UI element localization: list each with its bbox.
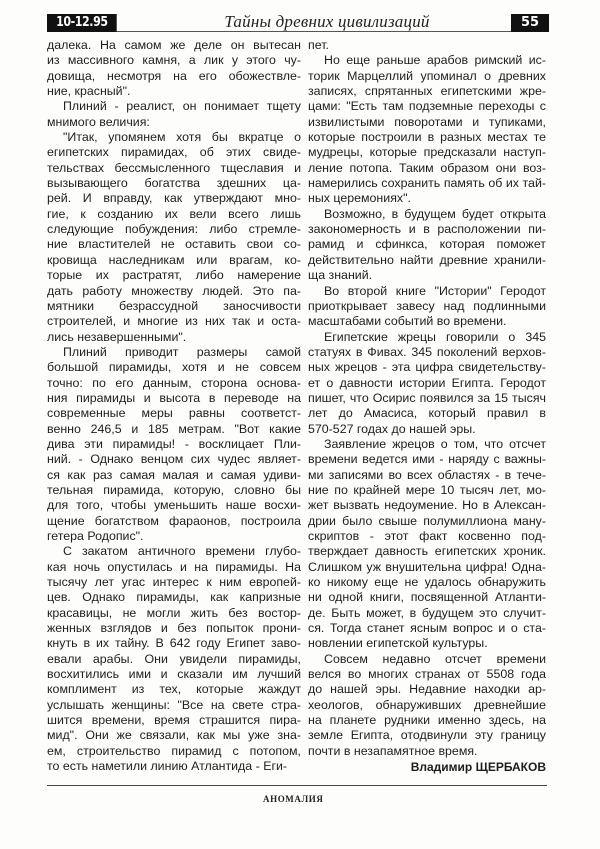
text-line: извилистыми поворотами и тупиками,: [308, 114, 546, 129]
text-line: мятники безрассудной заносчивости: [47, 298, 301, 313]
text-line: цами: "Есть там подземные переходы с: [308, 99, 546, 114]
text-line: ся как раз самая малая и самая удиви-: [47, 467, 301, 482]
text-line: ние властителей не оставить свои со-: [47, 237, 301, 252]
text-line: Плиний приводит размеры самой: [63, 344, 301, 359]
running-header: [47, 13, 549, 33]
text-line: тысячу лет угас интерес к ним европей-: [47, 575, 301, 590]
text-line: ние по крайней мере 10 тысяч лет, мо-: [308, 482, 546, 497]
paragraph: [47, 544, 301, 774]
text-line: мид". Они же связали, как мы уже зна-: [47, 728, 301, 743]
section-title: Тайны древних цивилизаций: [224, 12, 430, 31]
text-line: Слишком уж внушительна цифра! Одна-: [308, 559, 546, 574]
text-line: ние, красный".: [47, 84, 131, 99]
text-line: велся во многих странах от 5508 года: [308, 667, 546, 682]
text-line: восхитились ими и сказали им лучший: [47, 667, 301, 682]
text-line: дива эти пирамиды! - восклицает Пли-: [47, 436, 301, 451]
text-line: до нашей эры. Недавние находки ар-: [308, 682, 546, 697]
paragraph: [308, 284, 546, 330]
text-line: приоткрывает завесу над подлинными: [308, 298, 546, 313]
text-line: щение богатством фараонов, построила: [47, 513, 301, 528]
text-line: "Итак, упомянем хотя бы вкратце о: [63, 130, 301, 145]
text-line: далека. На самом же деле он вытесан: [47, 38, 301, 52]
text-line: действительно найти древние хранили-: [308, 252, 546, 267]
text-line: тельная пирамида, которую, словно бы: [47, 482, 301, 497]
text-line: ных жрецов - эта цифра свидетельству-: [308, 360, 546, 375]
text-line: венно 246,5 и 185 метрам. "Вот какие: [47, 421, 301, 436]
footer-rule: [47, 785, 547, 786]
text-line: для того, чтобы уменьшить наше восхи-: [47, 498, 301, 513]
paragraph: [308, 38, 546, 53]
text-line: ет о давности истории Египта. Геродот: [308, 375, 546, 390]
text-line: Заявление жрецов о том, что отсчет: [324, 436, 546, 451]
text-line: закономерность и в расположении пи-: [308, 222, 546, 237]
text-line: ем, строительство пирамид с потопом,: [47, 743, 301, 758]
text-line: намерились сохранить память об их тай-: [308, 176, 546, 191]
paragraph: [47, 99, 301, 130]
text-line: кая ночь опустилась и на пирамиды. На: [47, 559, 301, 574]
text-line: ни одной книги, посвященной Атланти-: [308, 590, 546, 605]
text-line: Но еще раньше арабов римский ис-: [324, 53, 546, 68]
text-line: кнуть в их тайну. В 642 году Египет заво-: [47, 636, 301, 651]
paragraph: [308, 330, 546, 437]
text-line: рамид и сфинкса, которая поможет: [308, 237, 546, 252]
text-line: дать работу множеству людей. Это па-: [47, 283, 301, 298]
text-line: хеологов, обнаруживших древнейшие: [308, 697, 546, 712]
page-number-badge: 55: [511, 14, 549, 32]
text-line: современные меры равны соответст-: [47, 406, 301, 421]
text-line: довища, несмотря на его обожествле-: [47, 68, 301, 83]
paragraph: [308, 652, 546, 759]
text-line: ных церемониях".: [308, 191, 411, 206]
text-line: лись незавершенными".: [47, 329, 187, 344]
paragraph: [47, 345, 301, 544]
text-line: услышать женщины: "Все на свете стра-: [47, 697, 301, 712]
text-line: Возможно, в будущем будет открыта: [324, 206, 546, 221]
text-line: точно: по его данным, сторона основа-: [47, 375, 301, 390]
text-line: С закатом античного времени глубо-: [63, 544, 301, 559]
text-line: ми записями во всех областях - в тече-: [308, 467, 546, 482]
article-column-right: [308, 38, 546, 776]
text-line: кровища наследникам или врагам, ко-: [47, 252, 301, 267]
text-line: пишет, что Осирис появился за 15 тысяч: [308, 390, 546, 405]
text-line: строителей, и многие из них так и оста-: [47, 314, 301, 329]
paragraph: [47, 130, 301, 345]
text-line: мнимого величия:: [47, 114, 150, 129]
text-line: новлении египетской культуры.: [308, 636, 488, 651]
text-line: гие, к созданию их вели всего лишь: [47, 206, 301, 221]
text-line: скриптов - этот факт косвенно под-: [308, 529, 546, 543]
author-byline: Владимир ЩЕРБАКОВ: [410, 760, 546, 775]
header-rule: [47, 31, 549, 32]
text-line: гетера Родопис".: [47, 529, 144, 543]
paragraph: [308, 437, 546, 652]
text-line: Совсем недавно отсчет времени: [324, 651, 546, 666]
text-line: египетских пирамидах, об этих свиде-: [47, 145, 301, 160]
text-line: земле Египта, отодвинули эту границу: [308, 728, 546, 743]
text-line: пет.: [308, 38, 329, 52]
text-line: ща знаний.: [308, 268, 373, 283]
text-line: красавицы, не могли жить без востор-: [47, 605, 301, 620]
text-line: комплимент из тех, которые жаждут: [47, 682, 301, 697]
text-line: масштабами событий во времени.: [308, 314, 507, 329]
text-line: жет вызвать недоумение. Но в Алексан-: [308, 498, 546, 513]
text-line: тельствах бессмысленного тщеславия и: [47, 160, 301, 175]
text-line: Во второй книге "Истории" Геродот: [324, 283, 546, 298]
text-line: мудрецы, которые предсказали наступ-: [308, 145, 546, 160]
text-line: большой пирамиды, хотя и не совсем: [47, 360, 301, 375]
text-line: де. Быть может, в будущем это случит-: [308, 605, 546, 620]
article-column-left: [47, 38, 301, 775]
text-line: следующие побуждения: либо стремле-: [47, 222, 301, 237]
magazine-title: АНОМАЛИЯ: [263, 794, 324, 804]
text-line: лет до Амасиса, который правил в: [308, 406, 546, 421]
text-line: тверждает давность египетских хроник.: [308, 544, 546, 559]
text-line: торые их растратят, либо намерение: [47, 268, 301, 283]
text-line: почти в незапамятное время.: [308, 743, 478, 758]
text-line: записях, спрятанных египетскими жре-: [308, 84, 546, 99]
text-line: ся. Тогда станет ясным вопрос и о ста-: [308, 621, 546, 636]
text-line: евали арабы. Они увидели пирамиды,: [47, 651, 301, 666]
text-line: вызывающего богатства здешних ца-: [47, 176, 301, 191]
text-line: ление потопа. Таким образом они воз-: [308, 160, 546, 175]
text-line: Плиний - реалист, он понимает тщету: [63, 99, 301, 114]
text-line: торик Марцеллий упоминал о древних: [308, 68, 546, 83]
text-line: ний. - Однако венцом сих чудес являет-: [47, 452, 301, 467]
paragraph: [308, 53, 546, 206]
text-line: из массивного камня, а лик у этого чу-: [47, 53, 301, 68]
text-line: шится времени, время страшится пира-: [47, 713, 301, 728]
text-line: ко никому еще не удалось обнаружить: [308, 575, 546, 590]
text-line: дрии было свыше полумиллиона ману-: [308, 513, 546, 528]
text-line: рей. И вправду, как утверждают мно-: [47, 191, 301, 206]
text-line: цев. Однако пирамиды, как капризные: [47, 590, 301, 605]
text-line: которые построили в разных местах те: [308, 130, 546, 145]
paragraph: [308, 207, 546, 284]
text-line: статуях в Фивах. 345 поколений верхов-: [308, 344, 546, 359]
issue-date-badge: 10-12.95: [47, 14, 117, 32]
text-line: женных взглядов и без попыток прони-: [47, 621, 301, 636]
text-line: то есть наметили линию Атлантида - Еги-: [47, 759, 288, 774]
text-line: 570-527 годах до нашей эры.: [308, 421, 476, 436]
text-line: Египетские жрецы говорили о 345: [324, 329, 546, 344]
text-line: времени ведется ими - наряду с важны-: [308, 452, 546, 467]
text-line: на планете рудники именно здесь, на: [308, 713, 546, 728]
text-line: ния пирамиды и высота в переводе на: [47, 390, 301, 405]
paragraph: [47, 38, 301, 99]
